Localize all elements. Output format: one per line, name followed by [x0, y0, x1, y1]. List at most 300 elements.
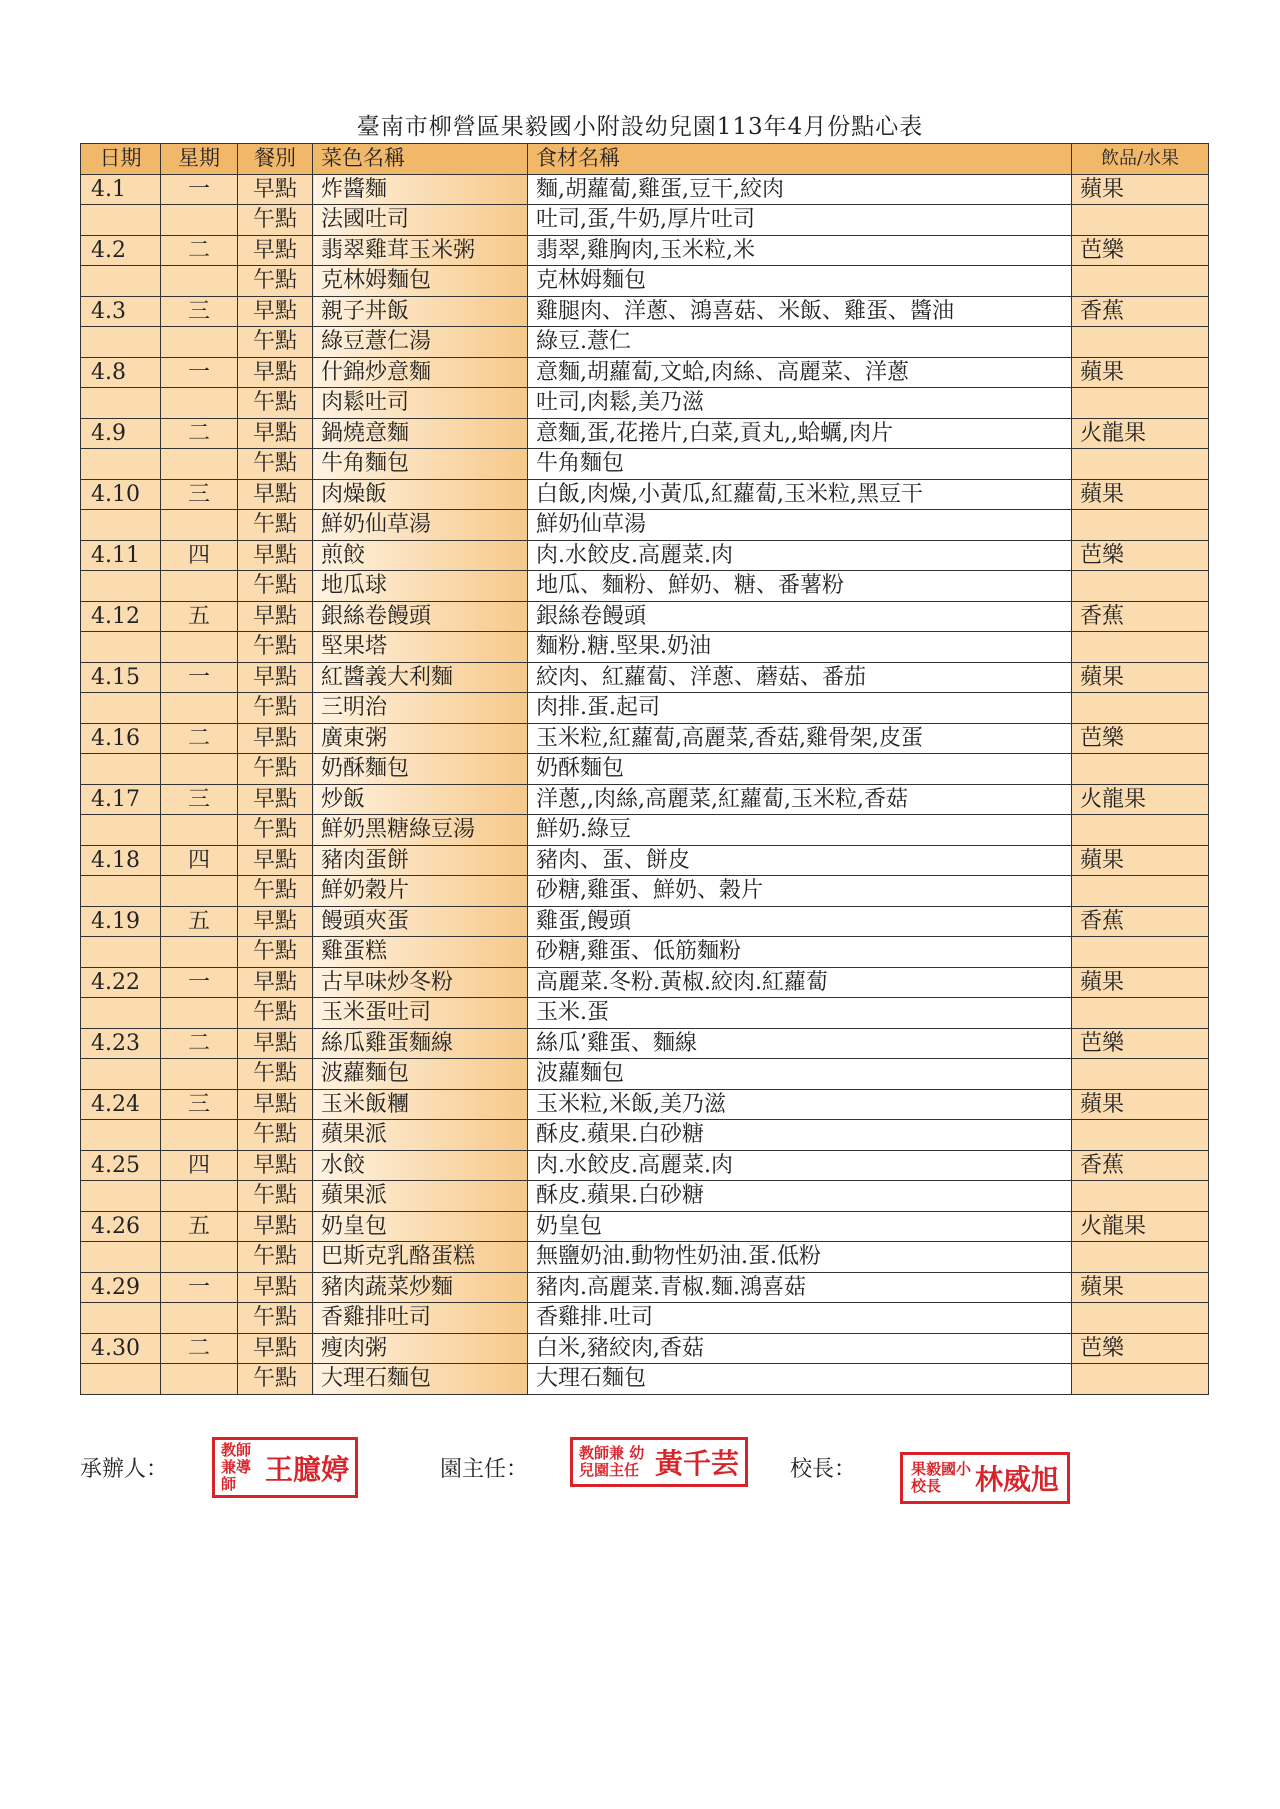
ingredients-cell: 肉.水餃皮.高麗菜.肉: [528, 540, 1072, 571]
fruit-cell: [1072, 937, 1209, 968]
table-row: [81, 1150, 1209, 1181]
dish-cell: 大理石麵包: [313, 1364, 528, 1395]
table-row: [81, 1089, 1209, 1120]
meal-cell: 早點: [238, 479, 313, 510]
dish-cell: 饅頭夾蛋: [313, 906, 528, 937]
fruit-cell: 蘋果: [1072, 1272, 1209, 1303]
fruit-cell: 蘋果: [1072, 1089, 1209, 1120]
meal-cell: 早點: [238, 967, 313, 998]
weekday-cell: [161, 876, 238, 907]
date-cell: 4.15: [81, 662, 161, 693]
meal-cell: 午點: [238, 937, 313, 968]
dish-cell: 肉鬆吐司: [313, 388, 528, 419]
ingredients-cell: 大理石麵包: [528, 1364, 1072, 1395]
weekday-cell: [161, 510, 238, 541]
dish-cell: 鮮奶黑糖綠豆湯: [313, 815, 528, 846]
fruit-cell: [1072, 388, 1209, 419]
meal-cell: 早點: [238, 235, 313, 266]
director-stamp: [570, 1437, 748, 1487]
table-row: [81, 571, 1209, 602]
fruit-cell: 火龍果: [1072, 1211, 1209, 1242]
dish-cell: 堅果塔: [313, 632, 528, 663]
page-title: 臺南市柳營區果毅國小附設幼兒園113年4月份點心表: [356, 114, 924, 140]
dish-cell: 克林姆麵包: [313, 266, 528, 297]
dish-cell: 鍋燒意麵: [313, 418, 528, 449]
table-row: [81, 235, 1209, 266]
meal-cell: 早點: [238, 540, 313, 571]
table-row: [81, 754, 1209, 785]
date-cell: [81, 205, 161, 236]
ingredients-cell: 意麵,胡蘿蔔,文蛤,肉絲、高麗菜、洋蔥: [528, 357, 1072, 388]
table-row: [81, 1333, 1209, 1364]
weekday-cell: 四: [161, 1150, 238, 1181]
fruit-cell: 蘋果: [1072, 967, 1209, 998]
meal-cell: 早點: [238, 296, 313, 327]
dish-cell: 巴斯克乳酪蛋糕: [313, 1242, 528, 1273]
ingredients-cell: 砂糖,雞蛋、鮮奶、穀片: [528, 876, 1072, 907]
weekday-cell: [161, 1242, 238, 1273]
date-cell: 4.1: [81, 174, 161, 205]
table-row: [81, 723, 1209, 754]
fruit-cell: [1072, 1303, 1209, 1334]
meal-cell: 早點: [238, 357, 313, 388]
meal-cell: 午點: [238, 510, 313, 541]
date-cell: 4.9: [81, 418, 161, 449]
ingredients-cell: 銀絲卷饅頭: [528, 601, 1072, 632]
date-cell: [81, 998, 161, 1029]
meal-cell: 午點: [238, 693, 313, 724]
fruit-cell: [1072, 449, 1209, 480]
date-cell: 4.26: [81, 1211, 161, 1242]
table-row: [81, 418, 1209, 449]
meal-cell: 午點: [238, 815, 313, 846]
fruit-cell: 蘋果: [1072, 845, 1209, 876]
date-cell: 4.25: [81, 1150, 161, 1181]
dish-cell: 蘋果派: [313, 1181, 528, 1212]
date-cell: 4.24: [81, 1089, 161, 1120]
date-cell: 4.29: [81, 1272, 161, 1303]
meal-cell: 早點: [238, 1272, 313, 1303]
fruit-cell: [1072, 1181, 1209, 1212]
date-cell: 4.2: [81, 235, 161, 266]
fruit-cell: 蘋果: [1072, 662, 1209, 693]
dish-cell: 豬肉蔬菜炒麵: [313, 1272, 528, 1303]
date-cell: [81, 266, 161, 297]
fruit-cell: 香蕉: [1072, 906, 1209, 937]
fruit-cell: 蘋果: [1072, 174, 1209, 205]
table-header-row: [81, 144, 1209, 175]
snack-menu-table: [80, 143, 1209, 1395]
table-row: [81, 510, 1209, 541]
header-date: 日期: [81, 144, 161, 175]
dish-cell: 雞蛋糕: [313, 937, 528, 968]
dish-cell: 古早味炒冬粉: [313, 967, 528, 998]
director-label: 園主任：: [440, 1457, 529, 1482]
ingredients-cell: 豬肉、蛋、餅皮: [528, 845, 1072, 876]
ingredients-cell: 玉米粒,紅蘿蔔,高麗菜,香菇,雞骨架,皮蛋: [528, 723, 1072, 754]
weekday-cell: 二: [161, 1028, 238, 1059]
ingredients-cell: 波蘿麵包: [528, 1059, 1072, 1090]
ingredients-cell: 鮮奶.綠豆: [528, 815, 1072, 846]
date-cell: [81, 327, 161, 358]
date-cell: [81, 1181, 161, 1212]
table-row: [81, 205, 1209, 236]
table-row: [81, 1303, 1209, 1334]
fruit-cell: 火龍果: [1072, 784, 1209, 815]
table-row: [81, 449, 1209, 480]
date-cell: [81, 1364, 161, 1395]
date-cell: [81, 1120, 161, 1151]
table-row: [81, 357, 1209, 388]
ingredients-cell: 吐司,蛋,牛奶,厚片吐司: [528, 205, 1072, 236]
date-cell: 4.12: [81, 601, 161, 632]
date-cell: 4.18: [81, 845, 161, 876]
table-row: [81, 1028, 1209, 1059]
meal-cell: 午點: [238, 571, 313, 602]
weekday-cell: [161, 1059, 238, 1090]
weekday-cell: [161, 632, 238, 663]
principal-label: 校長：: [790, 1457, 857, 1482]
meal-cell: 午點: [238, 1120, 313, 1151]
dish-cell: 鮮奶穀片: [313, 876, 528, 907]
date-cell: [81, 876, 161, 907]
weekday-cell: 五: [161, 601, 238, 632]
table-row: [81, 174, 1209, 205]
ingredients-cell: 肉排.蛋.起司: [528, 693, 1072, 724]
table-row: [81, 1181, 1209, 1212]
table-row: [81, 1242, 1209, 1273]
date-cell: 4.30: [81, 1333, 161, 1364]
weekday-cell: [161, 1120, 238, 1151]
fruit-cell: 火龍果: [1072, 418, 1209, 449]
table-row: [81, 1120, 1209, 1151]
fruit-cell: [1072, 510, 1209, 541]
header-meal: 餐別: [238, 144, 313, 175]
dish-cell: 牛角麵包: [313, 449, 528, 480]
meal-cell: 早點: [238, 1089, 313, 1120]
fruit-cell: [1072, 998, 1209, 1029]
weekday-cell: [161, 205, 238, 236]
date-cell: 4.10: [81, 479, 161, 510]
header-dish: 菜色名稱: [313, 144, 528, 175]
ingredients-cell: 奶酥麵包: [528, 754, 1072, 785]
fruit-cell: [1072, 754, 1209, 785]
weekday-cell: 五: [161, 1211, 238, 1242]
table-row: [81, 266, 1209, 297]
dish-cell: 鮮奶仙草湯: [313, 510, 528, 541]
weekday-cell: [161, 754, 238, 785]
fruit-cell: [1072, 876, 1209, 907]
weekday-cell: [161, 1303, 238, 1334]
meal-cell: 午點: [238, 632, 313, 663]
ingredients-cell: 洋蔥,,肉絲,高麗菜,紅蘿蔔,玉米粒,香菇: [528, 784, 1072, 815]
weekday-cell: 一: [161, 662, 238, 693]
dish-cell: 翡翠雞茸玉米粥: [313, 235, 528, 266]
weekday-cell: [161, 1181, 238, 1212]
handler-stamp: [212, 1437, 358, 1498]
fruit-cell: [1072, 815, 1209, 846]
fruit-cell: [1072, 693, 1209, 724]
date-cell: 4.19: [81, 906, 161, 937]
fruit-cell: [1072, 1364, 1209, 1395]
principal-stamp-title: 果毅國小 校長: [911, 1460, 972, 1495]
meal-cell: 午點: [238, 1364, 313, 1395]
ingredients-cell: 雞腿肉、洋蔥、鴻喜菇、米飯、雞蛋、醬油: [528, 296, 1072, 327]
ingredients-cell: 雞蛋,饅頭: [528, 906, 1072, 937]
weekday-cell: [161, 388, 238, 419]
fruit-cell: 香蕉: [1072, 296, 1209, 327]
ingredients-cell: 牛角麵包: [528, 449, 1072, 480]
fruit-cell: [1072, 1120, 1209, 1151]
header-weekday: 星期: [161, 144, 238, 175]
fruit-cell: 香蕉: [1072, 601, 1209, 632]
table-row: [81, 1211, 1209, 1242]
ingredients-cell: 酥皮.蘋果.白砂糖: [528, 1120, 1072, 1151]
meal-cell: 午點: [238, 1059, 313, 1090]
weekday-cell: [161, 327, 238, 358]
date-cell: 4.22: [81, 967, 161, 998]
meal-cell: 早點: [238, 845, 313, 876]
ingredients-cell: 豬肉.高麗菜.青椒.麵.鴻喜菇: [528, 1272, 1072, 1303]
ingredients-cell: 麵粉.糖.堅果.奶油: [528, 632, 1072, 663]
ingredients-cell: 玉米粒,米飯,美乃滋: [528, 1089, 1072, 1120]
date-cell: [81, 815, 161, 846]
meal-cell: 午點: [238, 1242, 313, 1273]
meal-cell: 午點: [238, 754, 313, 785]
dish-cell: 什錦炒意麵: [313, 357, 528, 388]
fruit-cell: 芭樂: [1072, 1333, 1209, 1364]
weekday-cell: 一: [161, 967, 238, 998]
table-row: [81, 784, 1209, 815]
date-cell: [81, 937, 161, 968]
meal-cell: 午點: [238, 266, 313, 297]
ingredients-cell: 肉.水餃皮.高麗菜.肉: [528, 1150, 1072, 1181]
table-row: [81, 479, 1209, 510]
director-stamp-name: 黃千芸: [655, 1447, 740, 1480]
table-row: [81, 937, 1209, 968]
table-row: [81, 1364, 1209, 1395]
handler-stamp-name: 王臆婷: [265, 1452, 350, 1486]
dish-cell: 奶酥麵包: [313, 754, 528, 785]
dish-cell: 波蘿麵包: [313, 1059, 528, 1090]
ingredients-cell: 白飯,肉燥,小黃瓜,紅蘿蔔,玉米粒,黑豆干: [528, 479, 1072, 510]
table-row: [81, 876, 1209, 907]
weekday-cell: 四: [161, 540, 238, 571]
ingredients-cell: 高麗菜.冬粉.黃椒.絞肉.紅蘿蔔: [528, 967, 1072, 998]
ingredients-cell: 絞肉、紅蘿蔔、洋蔥、蘑菇、番茄: [528, 662, 1072, 693]
dish-cell: 煎餃: [313, 540, 528, 571]
weekday-cell: [161, 1364, 238, 1395]
date-cell: [81, 1242, 161, 1273]
weekday-cell: [161, 449, 238, 480]
weekday-cell: 一: [161, 1272, 238, 1303]
table-row: [81, 693, 1209, 724]
date-cell: [81, 754, 161, 785]
fruit-cell: 芭樂: [1072, 1028, 1209, 1059]
dish-cell: 玉米蛋吐司: [313, 998, 528, 1029]
date-cell: [81, 571, 161, 602]
weekday-cell: 三: [161, 296, 238, 327]
weekday-cell: 二: [161, 235, 238, 266]
weekday-cell: [161, 693, 238, 724]
table-body: [81, 174, 1209, 1394]
dish-cell: 三明治: [313, 693, 528, 724]
dish-cell: 法國吐司: [313, 205, 528, 236]
meal-cell: 早點: [238, 174, 313, 205]
fruit-cell: 芭樂: [1072, 235, 1209, 266]
fruit-cell: [1072, 327, 1209, 358]
fruit-cell: 芭樂: [1072, 723, 1209, 754]
weekday-cell: 一: [161, 174, 238, 205]
dish-cell: 親子丼飯: [313, 296, 528, 327]
fruit-cell: [1072, 632, 1209, 663]
fruit-cell: 蘋果: [1072, 357, 1209, 388]
weekday-cell: 四: [161, 845, 238, 876]
meal-cell: 早點: [238, 1028, 313, 1059]
date-cell: 4.17: [81, 784, 161, 815]
weekday-cell: [161, 937, 238, 968]
meal-cell: 早點: [238, 1333, 313, 1364]
fruit-cell: [1072, 1242, 1209, 1273]
meal-cell: 早點: [238, 1150, 313, 1181]
meal-cell: 午點: [238, 1181, 313, 1212]
ingredients-cell: 克林姆麵包: [528, 266, 1072, 297]
weekday-cell: [161, 266, 238, 297]
meal-cell: 早點: [238, 418, 313, 449]
table-row: [81, 1272, 1209, 1303]
table-row: [81, 388, 1209, 419]
weekday-cell: 三: [161, 1089, 238, 1120]
meal-cell: 午點: [238, 876, 313, 907]
weekday-cell: 二: [161, 1333, 238, 1364]
weekday-cell: 三: [161, 479, 238, 510]
ingredients-cell: 香雞排.吐司: [528, 1303, 1072, 1334]
meal-cell: 午點: [238, 449, 313, 480]
fruit-cell: [1072, 205, 1209, 236]
dish-cell: 奶皇包: [313, 1211, 528, 1242]
dish-cell: 銀絲卷饅頭: [313, 601, 528, 632]
date-cell: [81, 1303, 161, 1334]
dish-cell: 水餃: [313, 1150, 528, 1181]
date-cell: 4.23: [81, 1028, 161, 1059]
dish-cell: 香雞排吐司: [313, 1303, 528, 1334]
handler-stamp-title: 教師 兼導師: [221, 1441, 252, 1493]
date-cell: [81, 693, 161, 724]
ingredients-cell: 砂糖,雞蛋、低筋麵粉: [528, 937, 1072, 968]
dish-cell: 肉燥飯: [313, 479, 528, 510]
dish-cell: 瘦肉粥: [313, 1333, 528, 1364]
principal-stamp-name: 林威旭: [975, 1463, 1060, 1496]
date-cell: [81, 632, 161, 663]
ingredients-cell: 奶皇包: [528, 1211, 1072, 1242]
weekday-cell: [161, 998, 238, 1029]
dish-cell: 絲瓜雞蛋麵線: [313, 1028, 528, 1059]
weekday-cell: 五: [161, 906, 238, 937]
dish-cell: 豬肉蛋餅: [313, 845, 528, 876]
table-row: [81, 540, 1209, 571]
date-cell: 4.11: [81, 540, 161, 571]
ingredients-cell: 意麵,蛋,花捲片,白菜,貢丸,,蛤蠣,肉片: [528, 418, 1072, 449]
handler-label: 承辦人：: [80, 1457, 169, 1482]
ingredients-cell: 玉米.蛋: [528, 998, 1072, 1029]
header-drink-fruit: 飲品/水果: [1072, 144, 1209, 175]
weekday-cell: [161, 571, 238, 602]
table-row: [81, 815, 1209, 846]
meal-cell: 早點: [238, 1211, 313, 1242]
director-stamp-title: 教師兼 幼兒園主任: [579, 1444, 645, 1479]
weekday-cell: 三: [161, 784, 238, 815]
fruit-cell: 芭樂: [1072, 540, 1209, 571]
dish-cell: 炸醬麵: [313, 174, 528, 205]
date-cell: 4.8: [81, 357, 161, 388]
dish-cell: 紅醬義大利麵: [313, 662, 528, 693]
ingredients-cell: 地瓜、麵粉、鮮奶、糖、番薯粉: [528, 571, 1072, 602]
ingredients-cell: 鮮奶仙草湯: [528, 510, 1072, 541]
date-cell: [81, 510, 161, 541]
ingredients-cell: 吐司,肉鬆,美乃滋: [528, 388, 1072, 419]
principal-stamp: [900, 1452, 1070, 1504]
meal-cell: 早點: [238, 662, 313, 693]
fruit-cell: [1072, 266, 1209, 297]
fruit-cell: [1072, 571, 1209, 602]
weekday-cell: 二: [161, 418, 238, 449]
ingredients-cell: 絲瓜’雞蛋、麵線: [528, 1028, 1072, 1059]
fruit-cell: 香蕉: [1072, 1150, 1209, 1181]
fruit-cell: [1072, 1059, 1209, 1090]
table-row: [81, 906, 1209, 937]
table-row: [81, 845, 1209, 876]
dish-cell: 地瓜球: [313, 571, 528, 602]
ingredients-cell: 白米,豬絞肉,香菇: [528, 1333, 1072, 1364]
date-cell: 4.16: [81, 723, 161, 754]
header-ingredients: 食材名稱: [528, 144, 1072, 175]
dish-cell: 玉米飯糰: [313, 1089, 528, 1120]
ingredients-cell: 無鹽奶油.動物性奶油.蛋.低粉: [528, 1242, 1072, 1273]
meal-cell: 早點: [238, 784, 313, 815]
table-row: [81, 327, 1209, 358]
table-row: [81, 662, 1209, 693]
meal-cell: 早點: [238, 723, 313, 754]
ingredients-cell: 酥皮.蘋果.白砂糖: [528, 1181, 1072, 1212]
ingredients-cell: 綠豆.薏仁: [528, 327, 1072, 358]
weekday-cell: 二: [161, 723, 238, 754]
dish-cell: 蘋果派: [313, 1120, 528, 1151]
meal-cell: 早點: [238, 601, 313, 632]
table-row: [81, 967, 1209, 998]
dish-cell: 廣東粥: [313, 723, 528, 754]
date-cell: 4.3: [81, 296, 161, 327]
meal-cell: 午點: [238, 998, 313, 1029]
meal-cell: 午點: [238, 205, 313, 236]
dish-cell: 綠豆薏仁湯: [313, 327, 528, 358]
weekday-cell: 一: [161, 357, 238, 388]
ingredients-cell: 麵,胡蘿蔔,雞蛋,豆干,絞肉: [528, 174, 1072, 205]
meal-cell: 午點: [238, 1303, 313, 1334]
meal-cell: 午點: [238, 327, 313, 358]
dish-cell: 炒飯: [313, 784, 528, 815]
table-row: [81, 998, 1209, 1029]
date-cell: [81, 1059, 161, 1090]
table-row: [81, 632, 1209, 663]
table-row: [81, 601, 1209, 632]
ingredients-cell: 翡翠,雞胸肉,玉米粒,米: [528, 235, 1072, 266]
date-cell: [81, 449, 161, 480]
table-row: [81, 1059, 1209, 1090]
meal-cell: 早點: [238, 906, 313, 937]
meal-cell: 午點: [238, 388, 313, 419]
weekday-cell: [161, 815, 238, 846]
date-cell: [81, 388, 161, 419]
